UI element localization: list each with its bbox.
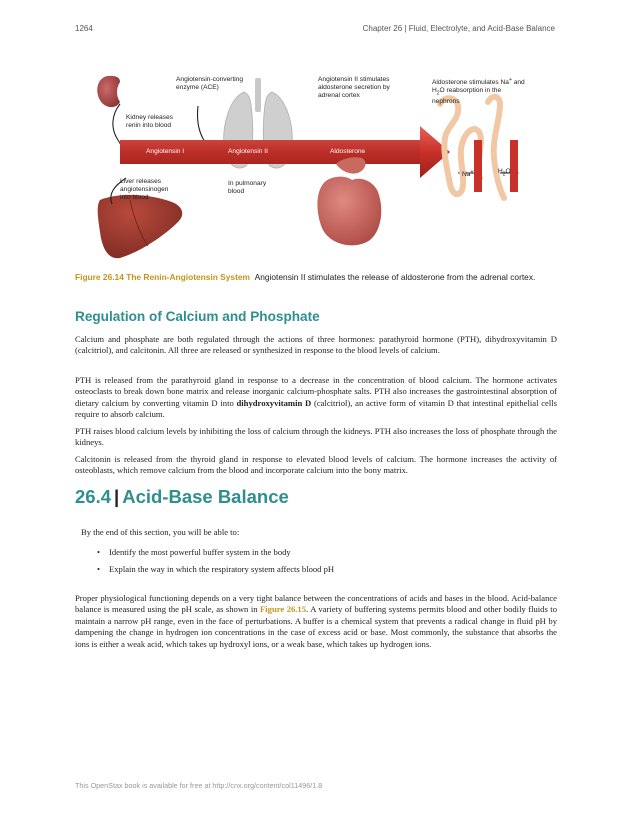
paragraph-calcium-phosphate: Calcium and phosphate are both regulated through the actions of three hormones: parathyroid hormone (PTH), dihydroxyvitamin D (calcitriol), and calcitonin. All three are released or synthesized in response to the blood levels of calcium.	[75, 334, 557, 356]
objectives-list	[81, 547, 551, 575]
section-title	[75, 486, 289, 508]
renin-angiotensin-figure	[90, 68, 560, 268]
paragraph-acid-base	[75, 593, 557, 650]
paragraph-pth-after: (calcitriol), an active form of vitamin D that intestinal epithelial cells require to absorb calcium.	[75, 397, 557, 420]
aldo-label-part2: and H	[432, 79, 525, 95]
chapter-title: Chapter 26 | Fluid, Electrolyte, and Acid-Base Balance	[362, 24, 555, 33]
angiotensin-1-arrow-label: Angiotensin I	[146, 148, 185, 155]
aldo-label-part1: Aldosterone stimulates Na	[432, 79, 509, 87]
paragraph-pth-kidneys: PTH raises blood calcium levels by inhibiting the loss of calcium through the kidneys. PTH also increases the loss of phosphate through the kidneys.	[75, 426, 557, 448]
section-title-text: Acid-Base Balance	[122, 486, 289, 507]
liver-releases-label: Liver releases angiotensinogen into blood	[120, 178, 169, 201]
kidney-illustration	[97, 76, 120, 107]
aldo-label-sub: 2	[436, 90, 440, 97]
in-pulmonary-label: In pulmonary blood	[228, 180, 267, 195]
paragraph-calcitonin: Calcitonin is released from the thyroid gland in response to elevated blood levels of calcium. The hormone increases the activity of osteoblasts, which remove calcium from the blood and incorporate calcium into the bony matrix.	[75, 454, 557, 476]
objective-item	[97, 564, 551, 575]
h2o-label-h: H	[498, 168, 503, 175]
paragraph-pth-before: PTH is released from the parathyroid gland in response to a decrease in the concentration of blood calcium. The hormone activates osteoclasts to break down bone matrix and release inorganic calcium-phosphate salts. PTH also increases the gastrointestinal absorption of dietary calcium by converting vitamin D into	[75, 375, 557, 408]
paragraph-pth-release	[75, 375, 557, 421]
h2o-vessel	[510, 140, 518, 192]
adrenal-kidney-illustration	[317, 177, 381, 246]
angiotensin-2-arrow-label: Angiotensin II	[228, 148, 268, 155]
h2o-label	[498, 168, 511, 178]
section-heading: Regulation of Calcium and Phosphate	[75, 309, 320, 324]
section-separator: |	[114, 486, 120, 507]
objective-item	[97, 547, 551, 558]
na-vessel	[474, 140, 482, 192]
objective-text: Explain the way in which the respiratory system affects blood pH	[109, 564, 335, 574]
paragraph-acid-base-after: . A variety of buffering systems permits blood and other bodily fluids to maintain a narrow pH range, even in the face of perturbations. A buffer is a chemical system that prevents a radical change in fluid pH by dampening the change in hydrogen ion concentrations in the case of excess acid or base. Most commonly, the substance that absorbs the ions is either a weak acid, which takes up hydroxyl ions, or a weak base, which takes up hydrogen ions.	[75, 604, 557, 649]
bullet-icon: •	[97, 547, 101, 557]
ace-label: Angiotensin-converting enzyme (ACE)	[176, 76, 244, 91]
na-label	[462, 168, 473, 179]
paragraph-acid-base-before: Proper physiological functioning depends on a very tight balance between the concentrations of acids and bases in the blood. Acid-balance balance is measured using the pH scale, as shown in	[75, 593, 557, 615]
figure-26-15-link[interactable]: Figure 26.15	[260, 604, 307, 615]
h2o-label-o: O	[505, 168, 511, 175]
aldosterone-stimulates-label	[432, 76, 528, 106]
page-number: 1264	[75, 24, 93, 33]
aldo-label-part3: O reabsorption in the nephrons	[432, 87, 502, 105]
collecting-duct	[488, 97, 504, 198]
objective-text: Identify the most powerful buffer system in the body	[109, 547, 291, 557]
figure-caption-title: Figure 26.14 The Renin-Angiotensin System	[75, 272, 250, 282]
aldosterone-arrow-label: Aldosterone	[330, 148, 366, 155]
figure-caption-text: Angiotensin II stimulates the release of aldosterone from the adrenal cortex.	[254, 272, 536, 282]
liver-illustration	[98, 195, 183, 258]
section-number: 26.4	[75, 486, 112, 507]
dihydroxyvitamin-d-term: dihydroxyvitamin D	[236, 397, 312, 408]
objectives-intro: By the end of this section, you will be able to:	[81, 527, 240, 537]
bullet-icon: •	[97, 564, 101, 574]
aldo-label-plus: +	[508, 77, 512, 83]
learning-objectives	[81, 527, 551, 581]
ang2-stimulates-label: Angiotensin II stimulates aldosterone secretion by adrenal cortex	[318, 76, 390, 99]
h2o-label-sub: 2	[502, 171, 506, 178]
na-label-plus: +	[470, 169, 474, 175]
figure-caption	[75, 272, 557, 283]
page-footer: This OpenStax book is available for free at http://cnx.org/content/col11496/1.8	[75, 781, 323, 790]
na-label-text: Na	[462, 171, 471, 179]
kidney-releases-label: Kidney releases renin into blood	[126, 114, 173, 129]
